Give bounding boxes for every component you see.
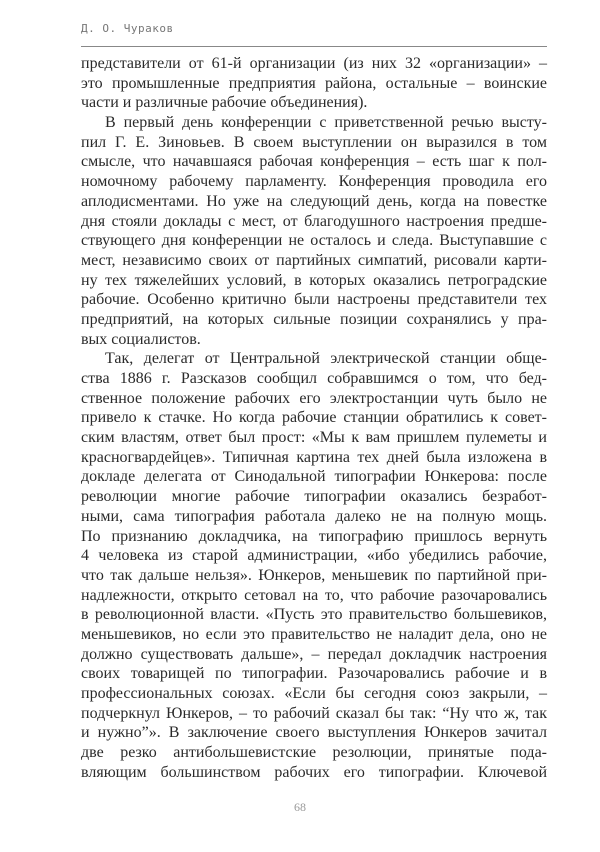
text-line: это промышленные предприятия района, остальные – воинские bbox=[81, 74, 547, 92]
text-line: ну тех тяжелейших условий, в которых оказались петроградские bbox=[81, 271, 547, 289]
text-line: в революционной власти. «Пусть это правительство большевиков, bbox=[81, 606, 547, 624]
paragraph bbox=[81, 113, 547, 349]
text-line: смысле, что начавшаяся рабочая конференция – есть шаг к пол- bbox=[81, 153, 547, 171]
text-line: представители от 61-й организации (из них 32 «организации» – bbox=[81, 55, 547, 72]
text-line: ства 1886 г. Разсказов сообщил собравшимся о том, что бед- bbox=[81, 370, 547, 387]
text-line: аплодисментами. Но уже на следующий день, когда на повестке bbox=[81, 192, 547, 210]
text-line: части и различные рабочие объединения). bbox=[81, 94, 368, 112]
text-line: пил Г. Е. Зиновьев. В своем выступлении он выразился в том bbox=[81, 133, 547, 151]
text-line: две резко антибольшевистские резолюции, принятые пода- bbox=[81, 744, 547, 762]
text-line: привело к стачке. Но когда рабочие станции обратились к совет- bbox=[81, 409, 547, 427]
running-head-author: Д. О. Чураков bbox=[81, 22, 174, 35]
text-line: ными, сама типография работала далеко не на полную мощь. bbox=[81, 507, 547, 525]
text-line: ским властям, ответ был прост: «Мы к вам пришлем пулеметы и bbox=[81, 429, 547, 447]
text-line: ствующего дня конференции не осталось и следа. Выступавшие с bbox=[81, 232, 547, 250]
text-line: мест, независимо своих от партийных симпатий, рисовали карти- bbox=[81, 251, 547, 269]
text-line: вляющим большинством рабочих его типографии. Ключевой bbox=[81, 763, 547, 781]
page-body-text bbox=[81, 54, 547, 782]
text-line: ственное положение рабочих его электростанции чуть было не bbox=[81, 389, 547, 407]
text-line: предприятий, на которых сильные позиции сохранялись у пра- bbox=[81, 310, 547, 328]
text-line: революции многие рабочие типографии оказались безработ- bbox=[81, 488, 547, 506]
text-line: рабочие. Особенно критично были настроены представители тех bbox=[81, 291, 547, 309]
text-line: красногвардейцев». Типичная картина тех дней была изложена в bbox=[81, 448, 547, 466]
header-rule bbox=[81, 46, 547, 47]
text-line: меньшевиков, но если это правительство не наладит дела, оно не bbox=[81, 625, 547, 643]
text-line: вых социалистов. bbox=[81, 330, 201, 348]
text-line: что так дальше нельзя». Юнкеров, меньшевик по партийной при- bbox=[81, 566, 547, 584]
text-line: В первый день конференции с приветственной речью высту- bbox=[105, 114, 547, 132]
text-line: надлежности, открыто сетовал на то, что рабочие разочаровались bbox=[81, 586, 547, 604]
paragraph bbox=[81, 349, 547, 782]
text-line: подчеркнул Юнкеров, – то рабочий сказал бы так: “Ну что ж, так bbox=[81, 704, 547, 722]
text-line: должно существовать дальше», – передал докладчик настроения bbox=[81, 645, 547, 663]
text-line: и нужно”». В заключение своего выступления Юнкеров зачитал bbox=[81, 724, 547, 742]
text-line: 4 человека из старой администрации, «ибо убедились рабочие, bbox=[81, 547, 547, 565]
paragraph bbox=[81, 54, 547, 113]
text-line: По признанию докладчика, на типографию пришлось вернуть bbox=[81, 527, 547, 545]
text-line: Так, делегат от Центральной электрической станции обще- bbox=[105, 350, 547, 368]
page-number: 68 bbox=[294, 800, 306, 814]
text-line: дня стояли доклады с мест, от благодушного настроения предше- bbox=[81, 212, 547, 230]
text-line: своих товарищей по типографии. Разочаровались рабочие и в bbox=[81, 665, 547, 683]
text-line: номочному рабочему парламенту. Конференция проводила его bbox=[81, 173, 547, 191]
text-line: докладе делегата от Синодальной типографии Юнкерова: после bbox=[81, 468, 547, 486]
text-line: профессиональных союзах. «Если бы сегодня союз закрыли, – bbox=[81, 685, 547, 702]
